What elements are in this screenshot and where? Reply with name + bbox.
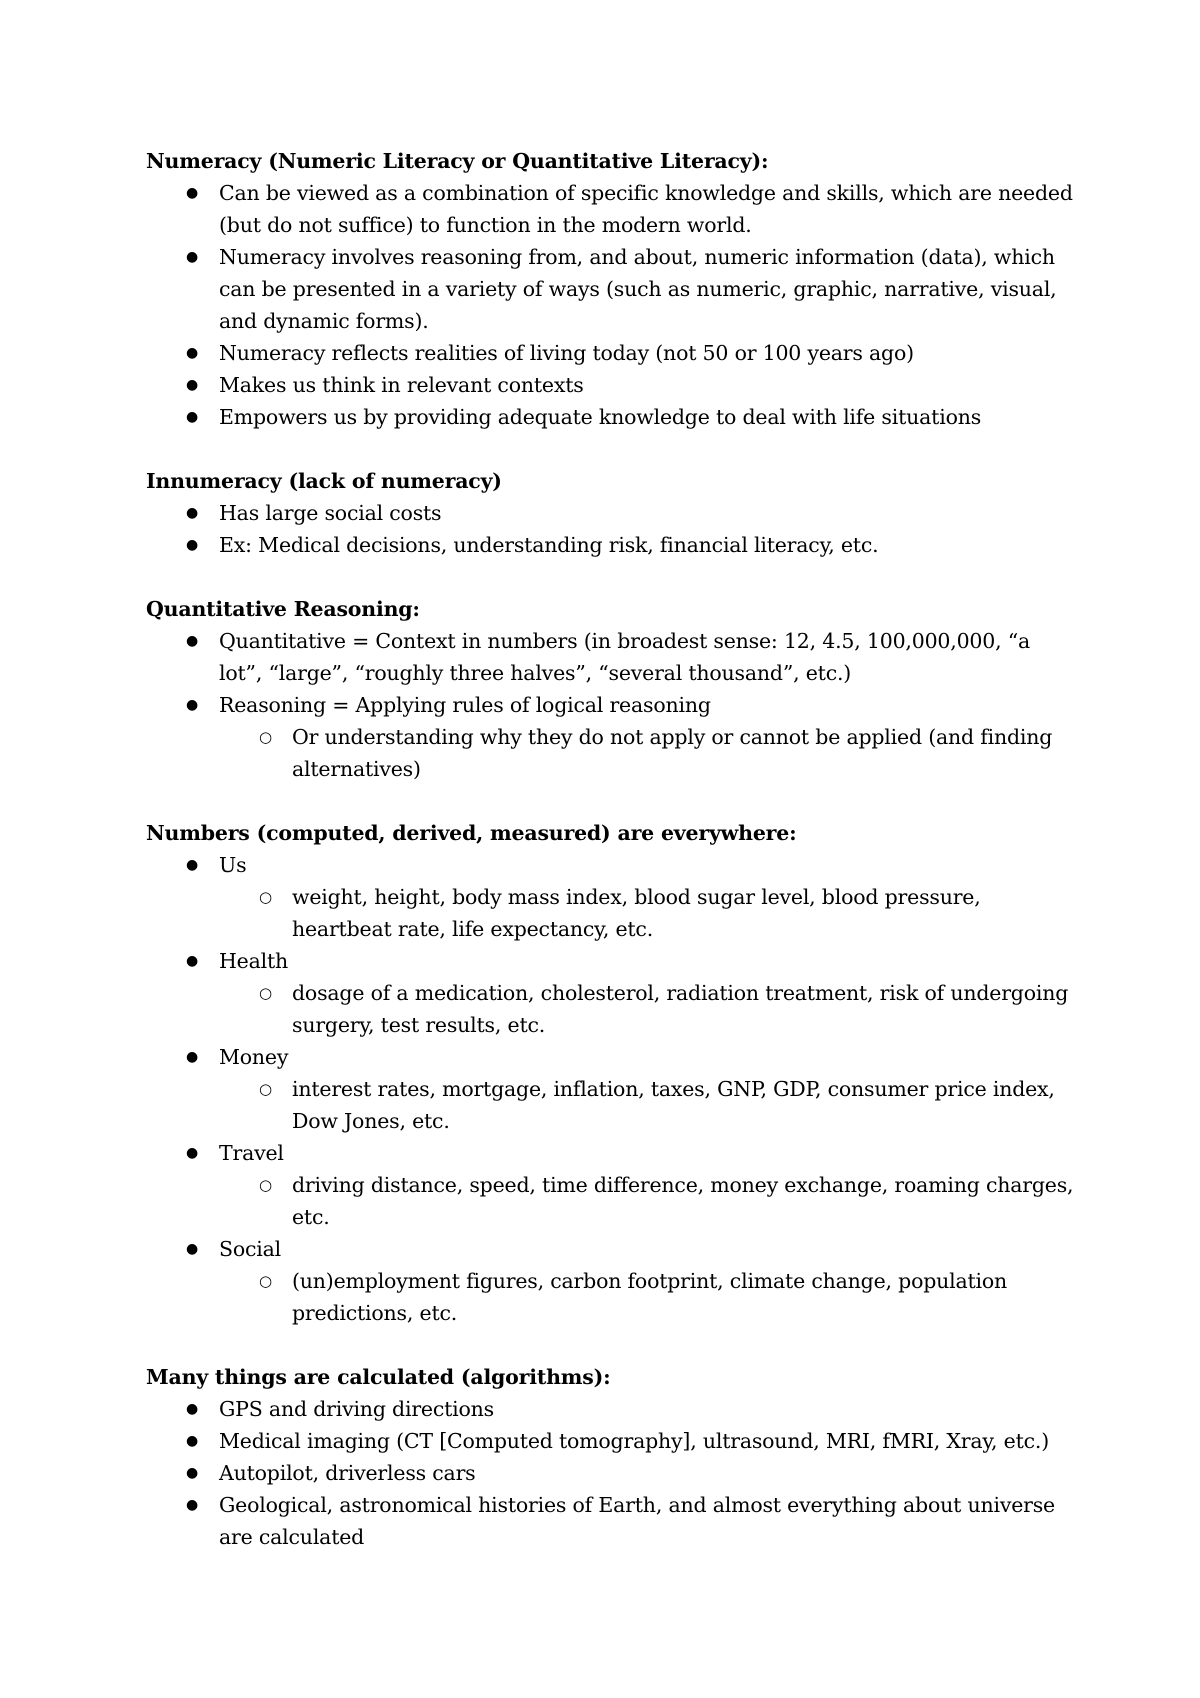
document-content: [146, 145, 1076, 1585]
filled-bullet-icon: ●: [186, 1433, 199, 1449]
list-item: [146, 337, 1076, 369]
list-item-text: Social: [219, 1237, 282, 1261]
section: [146, 145, 1076, 433]
list-item: [146, 625, 1076, 689]
sub-list-item-text: driving distance, speed, time difference, money exchange, roaming charges, etc.: [292, 1173, 1074, 1229]
list-item-text: GPS and driving directions: [219, 1397, 495, 1421]
sub-list-item-text: Or understanding why they do not apply or cannot be applied (and finding alternatives): [292, 725, 1053, 781]
list-item-text: Reasoning = Applying rules of logical reasoning: [219, 693, 711, 717]
list-item: [146, 849, 1076, 945]
list-item: [146, 1041, 1076, 1137]
filled-bullet-icon: ●: [186, 857, 199, 873]
sub-bullet-list: [219, 977, 1076, 1041]
bullet-list: [146, 625, 1076, 785]
filled-bullet-icon: ●: [186, 1401, 199, 1417]
filled-bullet-icon: ●: [186, 537, 199, 553]
sub-bullet-list: [219, 881, 1076, 945]
sub-list-item-text: (un)employment figures, carbon footprint, climate change, population predictions, etc.: [292, 1269, 1008, 1325]
list-item: [146, 369, 1076, 401]
hollow-bullet-icon: ○: [259, 1272, 272, 1290]
list-item-text: Empowers us by providing adequate knowledge to deal with life situations: [219, 405, 982, 429]
list-item-text: Has large social costs: [219, 501, 442, 525]
sub-list-item: [219, 881, 1076, 945]
section-heading: Numeracy (Numeric Literacy or Quantitative Literacy):: [146, 149, 769, 173]
hollow-bullet-icon: ○: [259, 1176, 272, 1194]
list-item-text: Health: [219, 949, 289, 973]
list-item: [146, 1489, 1076, 1553]
list-item-text: Numeracy involves reasoning from, and about, numeric information (data), which can be presented in a variety of ways (such as numeric, graphic, narrative, visual, and dynamic forms).: [219, 245, 1057, 333]
list-item: [146, 689, 1076, 785]
sub-list-item: [219, 1169, 1076, 1233]
list-item: [146, 177, 1076, 241]
list-item: [146, 1425, 1076, 1457]
list-item: [146, 1137, 1076, 1233]
list-item: [146, 241, 1076, 337]
bullet-list: [146, 497, 1076, 561]
filled-bullet-icon: ●: [186, 1465, 199, 1481]
hollow-bullet-icon: ○: [259, 984, 272, 1002]
sub-list-item: [219, 1265, 1076, 1329]
sub-bullet-list: [219, 1073, 1076, 1137]
list-item: [146, 401, 1076, 433]
section: [146, 593, 1076, 785]
section: [146, 817, 1076, 1329]
sub-bullet-list: [219, 1265, 1076, 1329]
list-item-text: Quantitative = Context in numbers (in broadest sense: 12, 4.5, 100,000,000, “a lot”, “large”, “roughly three halves”, “several thousand”, etc.): [219, 629, 1031, 685]
list-item-text: Numeracy reflects realities of living today (not 50 or 100 years ago): [219, 341, 914, 365]
section: [146, 465, 1076, 561]
sub-list-item: [219, 1073, 1076, 1137]
section-heading: Quantitative Reasoning:: [146, 597, 420, 621]
list-item: [146, 945, 1076, 1041]
filled-bullet-icon: ●: [186, 633, 199, 649]
list-item: [146, 497, 1076, 529]
section-heading: Innumeracy (lack of numeracy): [146, 469, 502, 493]
sub-list-item-text: weight, height, body mass index, blood sugar level, blood pressure, heartbeat rate, life expectancy, etc.: [292, 885, 981, 941]
sub-bullet-list: [219, 721, 1076, 785]
filled-bullet-icon: ●: [186, 697, 199, 713]
list-item: [146, 529, 1076, 561]
filled-bullet-icon: ●: [186, 185, 199, 201]
filled-bullet-icon: ●: [186, 505, 199, 521]
list-item-text: Can be viewed as a combination of specific knowledge and skills, which are needed (but do not suffice) to function in the modern world.: [219, 181, 1073, 237]
filled-bullet-icon: ●: [186, 409, 199, 425]
list-item-text: Ex: Medical decisions, understanding risk, financial literacy, etc.: [219, 533, 879, 557]
bullet-list: [146, 849, 1076, 1329]
section: [146, 1361, 1076, 1553]
list-item-text: Autopilot, driverless cars: [219, 1461, 476, 1485]
sub-list-item-text: dosage of a medication, cholesterol, radiation treatment, risk of undergoing surgery, test results, etc.: [292, 981, 1069, 1037]
section-heading: Numbers (computed, derived, measured) are everywhere:: [146, 821, 797, 845]
hollow-bullet-icon: ○: [259, 728, 272, 746]
bullet-list: [146, 1393, 1076, 1553]
filled-bullet-icon: ●: [186, 345, 199, 361]
filled-bullet-icon: ●: [186, 377, 199, 393]
sub-list-item: [219, 977, 1076, 1041]
sub-list-item: [219, 721, 1076, 785]
list-item-text: Medical imaging (CT [Computed tomography], ultrasound, MRI, fMRI, Xray, etc.): [219, 1429, 1050, 1453]
filled-bullet-icon: ●: [186, 249, 199, 265]
hollow-bullet-icon: ○: [259, 888, 272, 906]
hollow-bullet-icon: ○: [259, 1080, 272, 1098]
list-item-text: Money: [219, 1045, 289, 1069]
sub-bullet-list: [219, 1169, 1076, 1233]
list-item: [146, 1393, 1076, 1425]
filled-bullet-icon: ●: [186, 1049, 199, 1065]
list-item-text: Geological, astronomical histories of Earth, and almost everything about universe are calculated: [219, 1493, 1055, 1549]
list-item: [146, 1233, 1076, 1329]
sub-list-item-text: interest rates, mortgage, inflation, taxes, GNP, GDP, consumer price index, Dow Jones, etc.: [292, 1077, 1055, 1133]
filled-bullet-icon: ●: [186, 1497, 199, 1513]
list-item: [146, 1457, 1076, 1489]
bullet-list: [146, 177, 1076, 433]
filled-bullet-icon: ●: [186, 953, 199, 969]
filled-bullet-icon: ●: [186, 1145, 199, 1161]
filled-bullet-icon: ●: [186, 1241, 199, 1257]
section-heading: Many things are calculated (algorithms):: [146, 1365, 611, 1389]
list-item-text: Travel: [219, 1141, 284, 1165]
list-item-text: Us: [219, 853, 247, 877]
list-item-text: Makes us think in relevant contexts: [219, 373, 584, 397]
